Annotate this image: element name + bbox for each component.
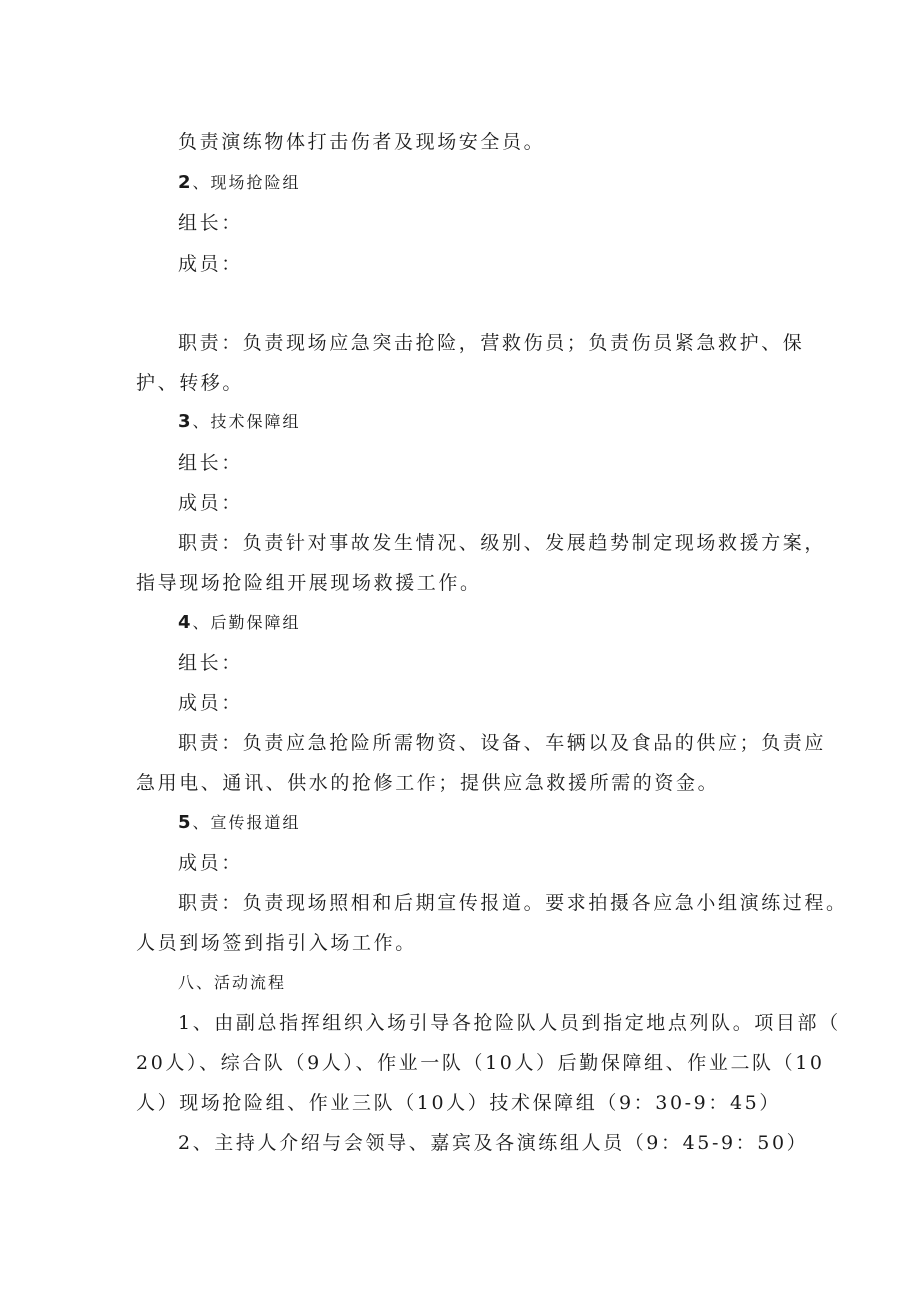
section-title: 、现场抢险组 bbox=[192, 173, 301, 192]
flow-item-1-continued: 20人）、综合队（9人）、作业一队（10人）后勤保障组、作业二队（10 bbox=[136, 1052, 825, 1074]
duty-line-continued: 指导现场抢险组开展现场救援工作。 bbox=[136, 572, 482, 594]
duty-line: 职责：负责现场照相和后期宣传报道。要求拍摄各应急小组演练过程。 bbox=[178, 892, 848, 914]
section-heading-2 bbox=[178, 171, 301, 195]
duty-line-continued: 护、转移。 bbox=[136, 372, 245, 394]
flow-item-2: 2、主持人介绍与会领导、嘉宾及各演练组人员（9：45-9：50） bbox=[178, 1132, 809, 1154]
leader-label: 组长： bbox=[178, 452, 243, 474]
section-number: 4 bbox=[178, 612, 191, 633]
flow-item-1-continued: 人）现场抢险组、作业三队（10人）技术保障组（9：30-9：45） bbox=[136, 1092, 781, 1114]
duty-line-continued: 人员到场签到指引入场工作。 bbox=[136, 932, 417, 954]
duty-line: 职责：负责现场应急突击抢险，营救伤员；负责伤员紧急救护、保 bbox=[178, 332, 805, 354]
member-label: 成员： bbox=[178, 492, 243, 514]
member-label: 成员： bbox=[178, 692, 243, 714]
intro-line: 负责演练物体打击伤者及现场安全员。 bbox=[178, 131, 546, 153]
section-heading-5 bbox=[178, 811, 301, 835]
section-number: 5 bbox=[178, 812, 191, 833]
duty-line-continued: 急用电、通讯、供水的抢修工作；提供应急救援所需的资金。 bbox=[136, 772, 720, 794]
flow-item-1: 1、由副总指挥组织入场引导各抢险队人员到指定地点列队。项目部（ bbox=[178, 1012, 841, 1034]
member-label: 成员： bbox=[178, 852, 243, 874]
section-title: 、后勤保障组 bbox=[192, 613, 301, 632]
section-heading-3 bbox=[178, 410, 301, 434]
duty-line: 职责：负责应急抢险所需物资、设备、车辆以及食品的供应；负责应 bbox=[178, 732, 827, 754]
section-title: 、宣传报道组 bbox=[192, 813, 301, 832]
section-number: 2 bbox=[178, 172, 191, 193]
leader-label: 组长： bbox=[178, 652, 243, 674]
member-label: 成员： bbox=[178, 253, 243, 275]
duty-line: 职责：负责针对事故发生情况、级别、发展趋势制定现场救援方案， bbox=[178, 532, 827, 554]
section-title: 、技术保障组 bbox=[192, 412, 301, 431]
section-heading-4 bbox=[178, 611, 301, 635]
flow-heading: 八、活动流程 bbox=[178, 973, 287, 992]
leader-label: 组长： bbox=[178, 212, 243, 234]
section-number: 3 bbox=[178, 411, 191, 432]
